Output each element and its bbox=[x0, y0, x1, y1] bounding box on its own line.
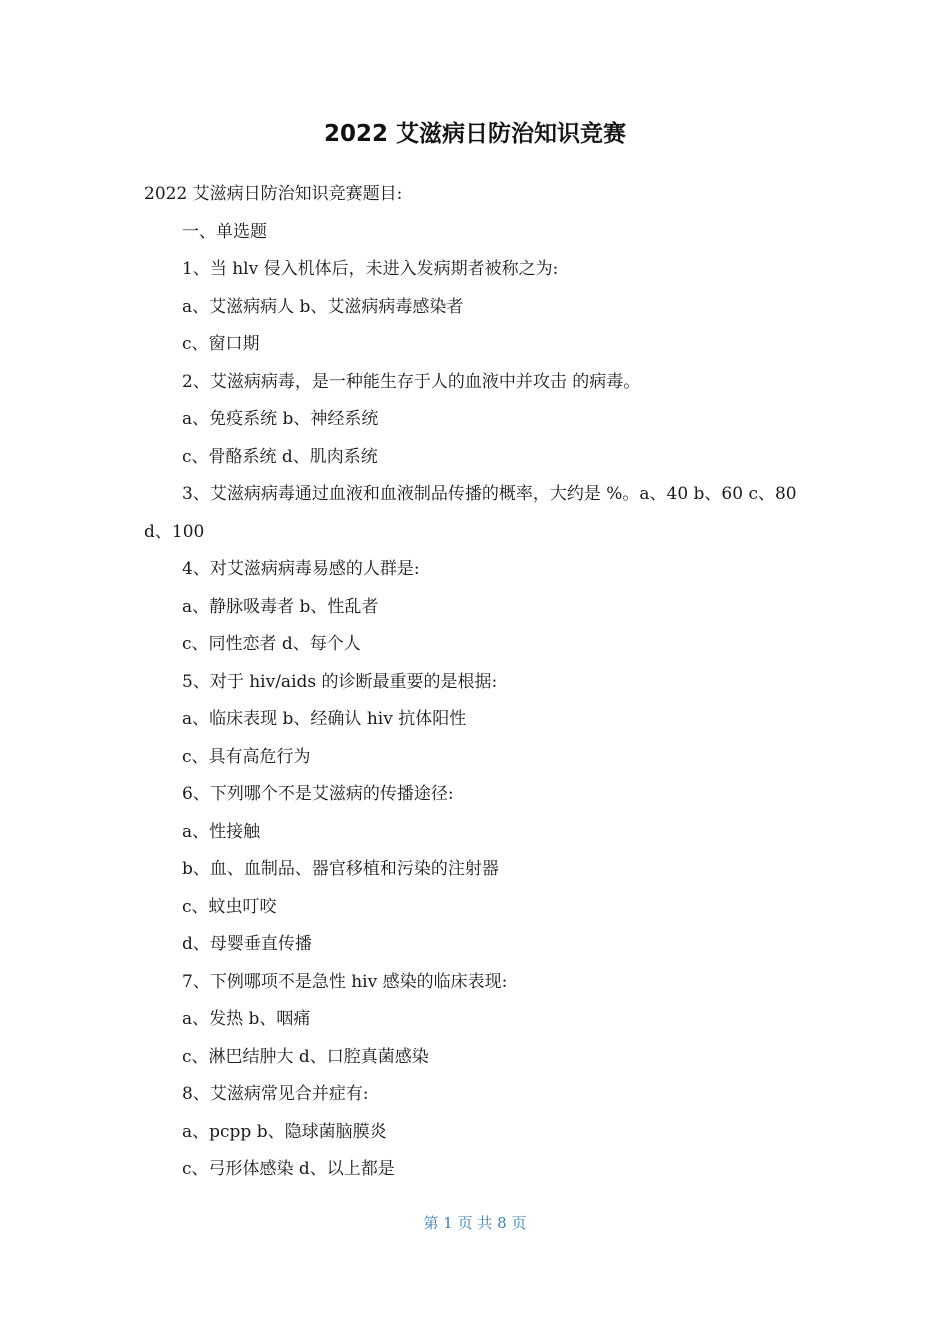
document-title: 2022 艾滋病日防治知识竞赛 bbox=[323, 121, 627, 147]
paragraph: 4、对艾滋病病毒易感的人群是: bbox=[182, 559, 420, 579]
paragraph: c、具有高危行为 bbox=[182, 746, 311, 767]
paragraph: 一、单选题 bbox=[182, 221, 267, 242]
paragraph: a、免疫系统 b、神经系统 bbox=[182, 409, 379, 429]
paragraph: a、艾滋病病人 b、艾滋病病毒感染者 bbox=[182, 296, 464, 317]
paragraph: b、血、血制品、器官移植和污染的注射器 bbox=[182, 859, 499, 879]
paragraph: 2022 艾滋病日防治知识竞赛题目: bbox=[144, 184, 403, 204]
document-body bbox=[144, 176, 809, 1189]
page-number: 第 1 页 共 8 页 bbox=[423, 1214, 527, 1232]
paragraph: 7、下例哪项不是急性 hiv 感染的临床表现: bbox=[182, 971, 508, 992]
paragraph: c、弓形体感染 d、以上都是 bbox=[182, 1159, 395, 1179]
paragraph: c、蚊虫叮咬 bbox=[182, 896, 277, 917]
paragraph: c、同性恋者 d、每个人 bbox=[182, 634, 361, 654]
paragraph: a、性接触 bbox=[182, 821, 261, 842]
paragraph: d、母婴垂直传播 bbox=[182, 934, 312, 954]
paragraph: a、临床表现 b、经确认 hiv 抗体阳性 bbox=[182, 709, 467, 729]
paragraph: c、窗口期 bbox=[182, 334, 260, 354]
paragraph: c、骨酪系统 d、肌肉系统 bbox=[182, 446, 378, 467]
paragraph: a、静脉吸毒者 b、性乱者 bbox=[182, 596, 379, 617]
paragraph: 6、下列哪个不是艾滋病的传播途径: bbox=[182, 784, 454, 804]
paragraph: 8、艾滋病常见合并症有: bbox=[182, 1084, 369, 1104]
paragraph: 2、艾滋病病毒，是一种能生存于人的血液中并攻击 的病毒。 bbox=[182, 371, 641, 392]
paragraph: a、pcpp b、隐球菌脑膜炎 bbox=[182, 1121, 387, 1142]
paragraph: c、淋巴结肿大 d、口腔真菌感染 bbox=[182, 1046, 429, 1067]
paragraph: a、发热 b、咽痛 bbox=[182, 1009, 311, 1029]
paragraph: 5、对于 hiv/aids 的诊断最重要的是根据: bbox=[182, 671, 498, 692]
paragraph: 3、艾滋病病毒通过血液和血液制品传播的概率，大约是 %。a、40 b、60 c、80 d、100 bbox=[144, 484, 803, 542]
paragraph: 1、当 hlv 侵入机体后，未进入发病期者被称之为: bbox=[182, 259, 559, 279]
